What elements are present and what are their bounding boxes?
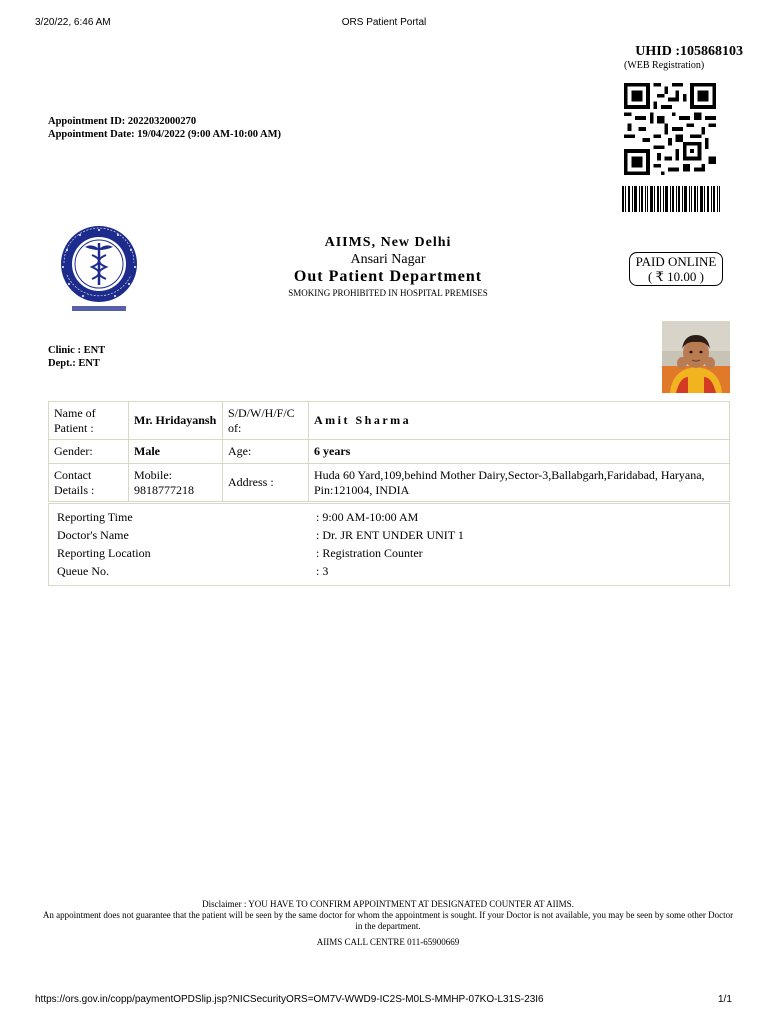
page-number: 1/1	[718, 994, 732, 1005]
address-value: Huda 60 Yard,109,behind Mother Dairy,Sector-3,Ballabgarh,Faridabad, Haryana, Pin:121004, INDIA	[309, 464, 730, 502]
patient-photo	[662, 321, 730, 393]
gender-value: Male	[129, 440, 223, 464]
queue-no-label: Queue No.	[57, 564, 109, 578]
payment-amount: ( ₹ 10.00 )	[648, 269, 704, 284]
appointment-date: Appointment Date: 19/04/2022 (9:00 AM-10:00 AM)	[48, 129, 282, 140]
disclaimer-title: Disclaimer : YOU HAVE TO CONFIRM APPOINTMENT AT DESIGNATED COUNTER AT AIIMS.	[202, 899, 574, 909]
aiims-logo	[50, 223, 148, 315]
queue-no-value: : 3	[316, 564, 329, 578]
age-value: 6 years	[309, 440, 730, 464]
print-title: ORS Patient Portal	[341, 17, 427, 28]
gender-label: Gender:	[49, 440, 129, 464]
table-row	[49, 464, 730, 502]
qr-code	[622, 83, 718, 175]
mobile-value: 9818777218	[134, 482, 194, 497]
hospital-name: AIIMS, New Delhi	[324, 235, 452, 250]
hospital-location: Ansari Nagar	[350, 252, 426, 267]
relation-name: Amit Sharma	[309, 402, 730, 440]
barcode	[622, 186, 720, 212]
reporting-location-value: : Registration Counter	[316, 546, 423, 560]
disclaimer-text: An appointment does not guarantee that the patient will be seen by the same doctor for whom the appointment is sought. If your Doctor is not available, you may be seen by some other Doctor in the department.	[42, 910, 734, 931]
table-row	[49, 402, 730, 440]
reporting-details	[48, 503, 730, 586]
name-label: Name of Patient :	[49, 402, 129, 440]
uhid-label: UHID :105868103	[635, 44, 743, 59]
address-label: Address :	[223, 464, 309, 502]
payment-badge	[629, 252, 723, 286]
dept-label: Dept.: ENT	[48, 358, 100, 369]
patient-details-table	[48, 401, 730, 502]
payment-status: PAID ONLINE	[635, 254, 717, 269]
call-centre: AIIMS CALL CENTRE 011-65900669	[316, 937, 460, 947]
appointment-id: Appointment ID: 2022032000270	[48, 116, 197, 127]
doctor-name-value: : Dr. JR ENT UNDER UNIT 1	[316, 528, 464, 542]
reporting-location-label: Reporting Location	[57, 546, 151, 560]
doctor-name-label: Doctor's Name	[57, 528, 129, 542]
mobile-label: Mobile:	[134, 467, 172, 482]
print-url[interactable]: https://ors.gov.in/copp/paymentOPDSlip.jsp?NICSecurityORS=OM7V-WWD9-IC2S-M0LS-MMHP-07KO-L31S-23I6	[35, 994, 544, 1005]
mobile-cell	[129, 464, 223, 502]
reporting-time-value: : 9:00 AM-10:00 AM	[316, 510, 419, 524]
print-datetime: 3/20/22, 6:46 AM	[35, 17, 111, 28]
registration-type: (WEB Registration)	[624, 60, 705, 71]
relation-label: S/D/W/H/F/C of:	[223, 402, 309, 440]
reporting-time-label: Reporting Time	[57, 510, 133, 524]
patient-name: Mr. Hridayansh	[129, 402, 223, 440]
table-row	[49, 440, 730, 464]
department-title: Out Patient Department	[293, 268, 483, 285]
age-label: Age:	[223, 440, 309, 464]
clinic-label: Clinic : ENT	[48, 345, 106, 356]
smoking-notice: SMOKING PROHIBITED IN HOSPITAL PREMISES	[288, 288, 488, 298]
contact-label: Contact Details :	[49, 464, 129, 502]
